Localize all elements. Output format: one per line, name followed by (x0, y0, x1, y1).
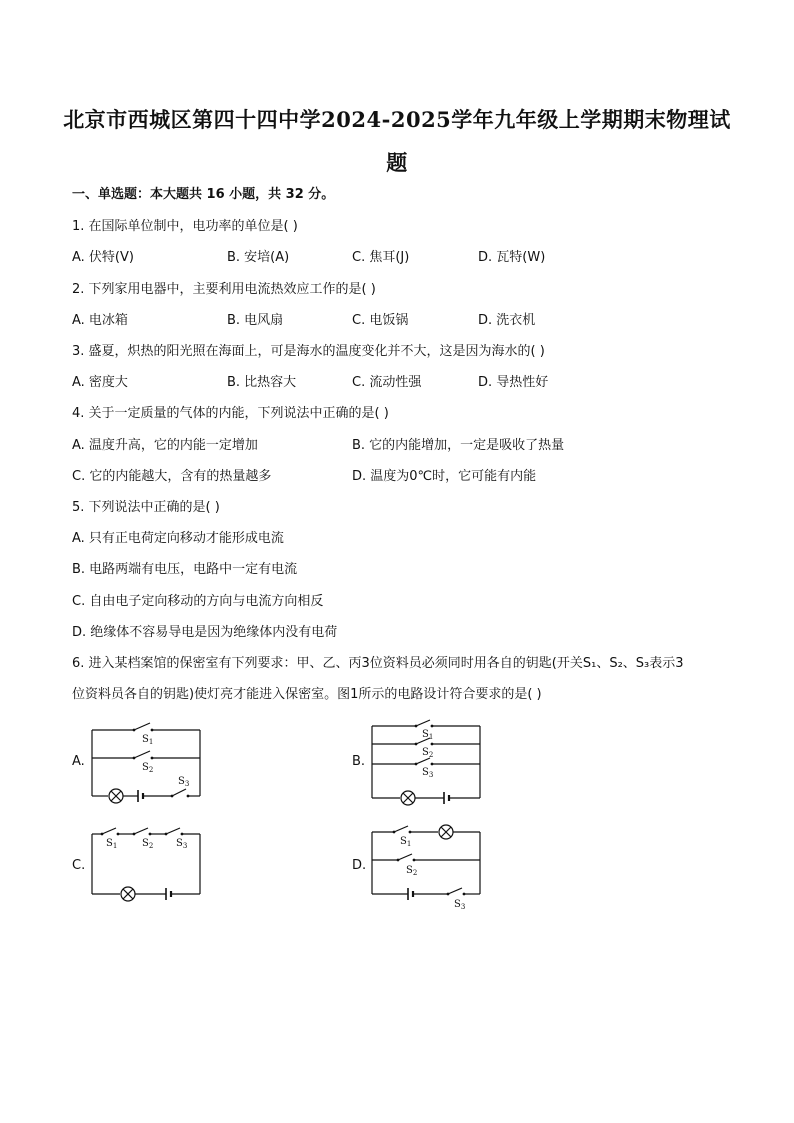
question-5-option-b: B. 电路两端有电压，电路中一定有电流 (72, 562, 298, 577)
question-2-stem: 2. 下列家用电器中，主要利用电流热效应工作的是( ) (72, 282, 376, 297)
circuit-d-label: D. (352, 858, 367, 873)
question-1-option-c: C. 焦耳(J) (352, 250, 410, 265)
circuit-diagram-c (88, 824, 208, 904)
question-1-stem: 1. 在国际单位制中，电功率的单位是( ) (72, 219, 298, 234)
question-3-option-b: B. 比热容大 (227, 375, 297, 390)
question-2-option-d: D. 洗衣机 (478, 313, 536, 328)
question-4-option-a: A. 温度升高，它的内能一定增加 (72, 438, 258, 453)
question-1-option-d: D. 瓦特(W) (478, 250, 546, 265)
question-6-stem-line1: 6. 进入某档案馆的保密室有下列要求：甲、乙、丙3位资料员必须同时用各自的钥匙(开关S₁、S₂、S₃表示3 (72, 656, 684, 671)
svg-text:S1: $S_1$ (422, 729, 434, 741)
question-4-option-d: D. 温度为0℃时，它可能有内能 (352, 469, 537, 484)
question-2-option-b: B. 电风扇 (227, 313, 284, 328)
circuit-diagram-b (368, 718, 488, 808)
question-5-option-a: A. 只有正电荷定向移动才能形成电流 (72, 531, 284, 546)
question-2-option-c: C. 电饭锅 (352, 313, 409, 328)
question-4-stem: 4. 关于一定质量的气体的内能，下列说法中正确的是( ) (72, 406, 389, 421)
svg-text:S3: $S_3$ (422, 767, 434, 779)
s2-label-a: $S_2$ (142, 762, 154, 774)
question-3-option-a: A. 密度大 (72, 375, 128, 390)
question-5-stem: 5. 下列说法中正确的是( ) (72, 500, 220, 515)
circuit-b-label: B. (352, 754, 366, 769)
svg-text:S3: $S_3$ (454, 899, 466, 911)
svg-text:S2: $S_2$ (406, 865, 418, 877)
question-5-option-d: D. 绝缘体不容易导电是因为绝缘体内没有电荷 (72, 625, 338, 640)
question-5-option-c: C. 自由电子定向移动的方向与电流方向相反 (72, 594, 324, 609)
question-6-stem-line2: 位资料员各自的钥匙)使灯亮才能进入保密室。图1所示的电路设计符合要求的是( ) (72, 687, 542, 702)
circuit-a-label: A. (72, 754, 85, 769)
s1-label-a: $S_1$ (142, 734, 154, 746)
svg-text:S2: $S_2$ (422, 747, 434, 759)
exam-title-line1: 北京市西城区第四十四中学2024-2025学年九年级上学期期末物理试 (63, 107, 731, 132)
svg-text:S1: $S_1$ (106, 838, 118, 850)
s3-label-a: $S_3$ (178, 776, 190, 788)
question-1-option-b: B. 安培(A) (227, 250, 290, 265)
section-heading: 一、单选题：本大题共 16 小题，共 32 分。 (72, 187, 335, 202)
svg-text:S1: $S_1$ (400, 836, 412, 848)
question-4-option-c: C. 它的内能越大，含有的热量越多 (72, 469, 272, 484)
question-3-stem: 3. 盛夏，炽热的阳光照在海面上，可是海水的温度变化并不大，这是因为海水的( ) (72, 344, 545, 359)
svg-text:S3: $S_3$ (176, 838, 188, 850)
circuit-diagram-d (368, 820, 488, 912)
question-1-option-a: A. 伏特(V) (72, 250, 134, 265)
exam-title-line2: 题 (386, 150, 408, 175)
circuit-c-label: C. (72, 858, 86, 873)
question-2-option-a: A. 电冰箱 (72, 313, 128, 328)
question-3-option-c: C. 流动性强 (352, 375, 422, 390)
question-4-option-b: B. 它的内能增加，一定是吸收了热量 (352, 438, 565, 453)
svg-text:S2: $S_2$ (142, 838, 154, 850)
question-3-option-d: D. 导热性好 (478, 375, 549, 390)
circuit-diagram-a (88, 718, 208, 808)
